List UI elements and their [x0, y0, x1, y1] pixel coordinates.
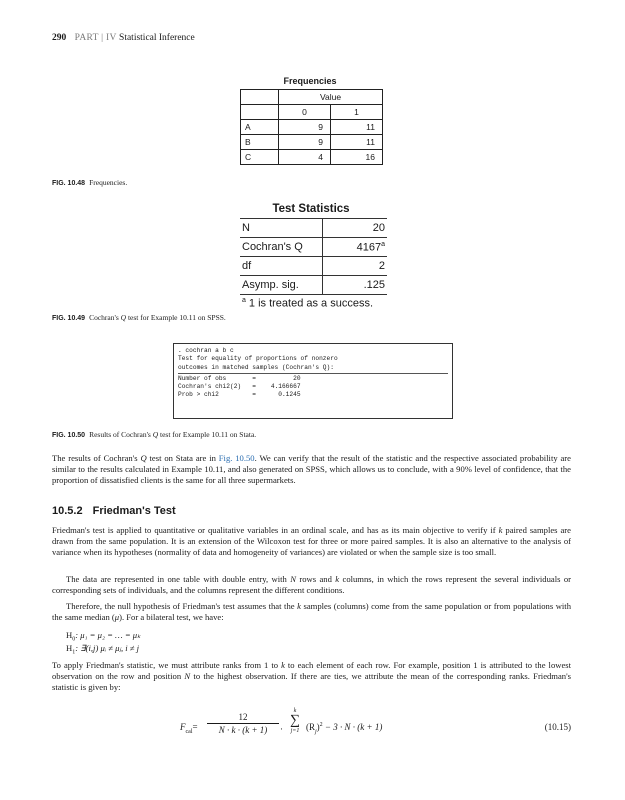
paragraph: Therefore, the null hypothesis of Friedman's test assumes that the k samples (columns) come from the same population or from populations with the same median (μ). For a bilateral test, we have:	[52, 601, 571, 622]
equation-number: (10.15)	[544, 722, 571, 732]
paragraph: The results of Cochran's Q test on Stata are in Fig. 10.50. We can verify that the result of the statistic and the respective associated probability are similar to the results calculated in Example 10.11, and also generated on SPSS, which allows us to conclude, with a 90% level of confidence, that the proportion of dissatisfied clients is the same for all three supermarkets.	[52, 453, 571, 485]
section-label: Statistical Inference	[119, 33, 195, 43]
figure-caption-10-50: FIG. 10.50 Results of Cochran's Q test for Example 10.11 on Stata.	[52, 430, 257, 439]
stat-value: .125	[323, 276, 388, 295]
table-row	[240, 219, 387, 238]
column-header: 0	[279, 105, 331, 120]
table-row	[240, 257, 387, 276]
stat-label: df	[240, 257, 323, 276]
output-line: Test for equality of proportions of nonzero	[178, 355, 338, 363]
cell: 4	[279, 150, 331, 165]
figure-caption-10-48: FIG. 10.48 Frequencies.	[52, 178, 128, 187]
cell: 9	[279, 120, 331, 135]
part-label: PART | IV	[74, 33, 117, 43]
table-row	[240, 276, 387, 295]
hypothesis-h0: $H_0$: μ₁ = μ₂ = … = μₖ	[66, 630, 141, 643]
output-line: Cochran's chi2(2) = 4.166667	[178, 383, 301, 391]
test-statistics-title: Test Statistics	[272, 203, 350, 215]
figure-link[interactable]: Fig. 10.50	[218, 453, 255, 463]
table-row	[241, 135, 383, 150]
row-label: C	[241, 150, 279, 165]
page-number: 290	[52, 33, 67, 43]
stat-label: Cochran's Q	[240, 238, 323, 257]
table-row	[241, 120, 383, 135]
stat-value: 2	[323, 257, 388, 276]
table-footnote: $^a$ 1 is treated as a success.	[242, 297, 374, 310]
table-row	[241, 150, 383, 165]
test-statistics-table	[240, 218, 387, 295]
running-header	[52, 33, 195, 43]
frequencies-table	[240, 89, 383, 165]
summation: k ∑ j=1	[290, 708, 300, 734]
output-line: Number of obs = 20	[178, 374, 301, 382]
numerator: 12	[238, 712, 248, 722]
friedman-equation: $F_{cal}=$ $\frac{12}{N \cdot k \cdot (k + 1)}$ · k ∑ j=1 $(R_j)^2 - 3 \cdot N \cdot (k + 1)$ (10.15)	[180, 708, 571, 735]
stata-output	[173, 343, 453, 419]
cell: 11	[331, 120, 383, 135]
stat-value: 4167$^a$	[323, 238, 388, 257]
output-line: outcomes in matched samples (Cochran's Q):	[178, 363, 334, 371]
section-heading: 10.5.2 Friedman's Test	[52, 505, 176, 517]
fraction	[207, 712, 279, 735]
cell: 16	[331, 150, 383, 165]
value-header: Value	[279, 90, 383, 105]
stat-value: 20	[323, 219, 388, 238]
figure-caption-10-49: FIG. 10.49 Cochran's Q test for Example 10.11 on SPSS.	[52, 313, 226, 322]
paragraph: The data are represented in one table with double entry, with N rows and k columns, in which the rows represent the several individuals or corresponding sets of individuals, and the columns represent the different conditions.	[52, 574, 571, 595]
stat-label: Asymp. sig.	[240, 276, 323, 295]
row-label: B	[241, 135, 279, 150]
table-row	[240, 238, 387, 257]
stat-label: N	[240, 219, 323, 238]
hypothesis-h1: $H_1$: ∃(i,j) μᵢ ≠ μⱼ, i ≠ j	[66, 643, 140, 656]
column-header: 1	[331, 105, 383, 120]
equation-term: $(R_j)^2 - 3 \cdot N \cdot (k + 1)$	[306, 722, 383, 735]
row-label: A	[241, 120, 279, 135]
cell: 11	[331, 135, 383, 150]
frequencies-title: Frequencies	[283, 76, 337, 86]
equation-lhs: $F_{cal}=$	[180, 722, 198, 735]
output-line: . cochran a b c	[178, 347, 234, 354]
paragraph: Friedman's test is applied to quantitative or qualitative variables in an ordinal scale, and has as its main objective to verify if k paired samples are drawn from the same population. It is an extension of the Wilcoxon test for three or more paired samples. It is also an alternative to the analysis of variance when its hypotheses (normality of data and homogeneity of variances) are violated or when the sample size is too small.	[52, 525, 571, 557]
denominator: N · k · (k + 1)	[207, 723, 279, 735]
output-line: Prob > chi2 = 0.1245	[178, 391, 301, 399]
cell: 9	[279, 135, 331, 150]
paragraph: To apply Friedman's statistic, we must attribute ranks from 1 to k to each element of each row. For example, position 1 is attributed to the lowest observation on the row and position N to the highest observation. If there are ties, we attribute the mean of the corresponding ranks. Friedman's statistic is given by:	[52, 660, 571, 692]
